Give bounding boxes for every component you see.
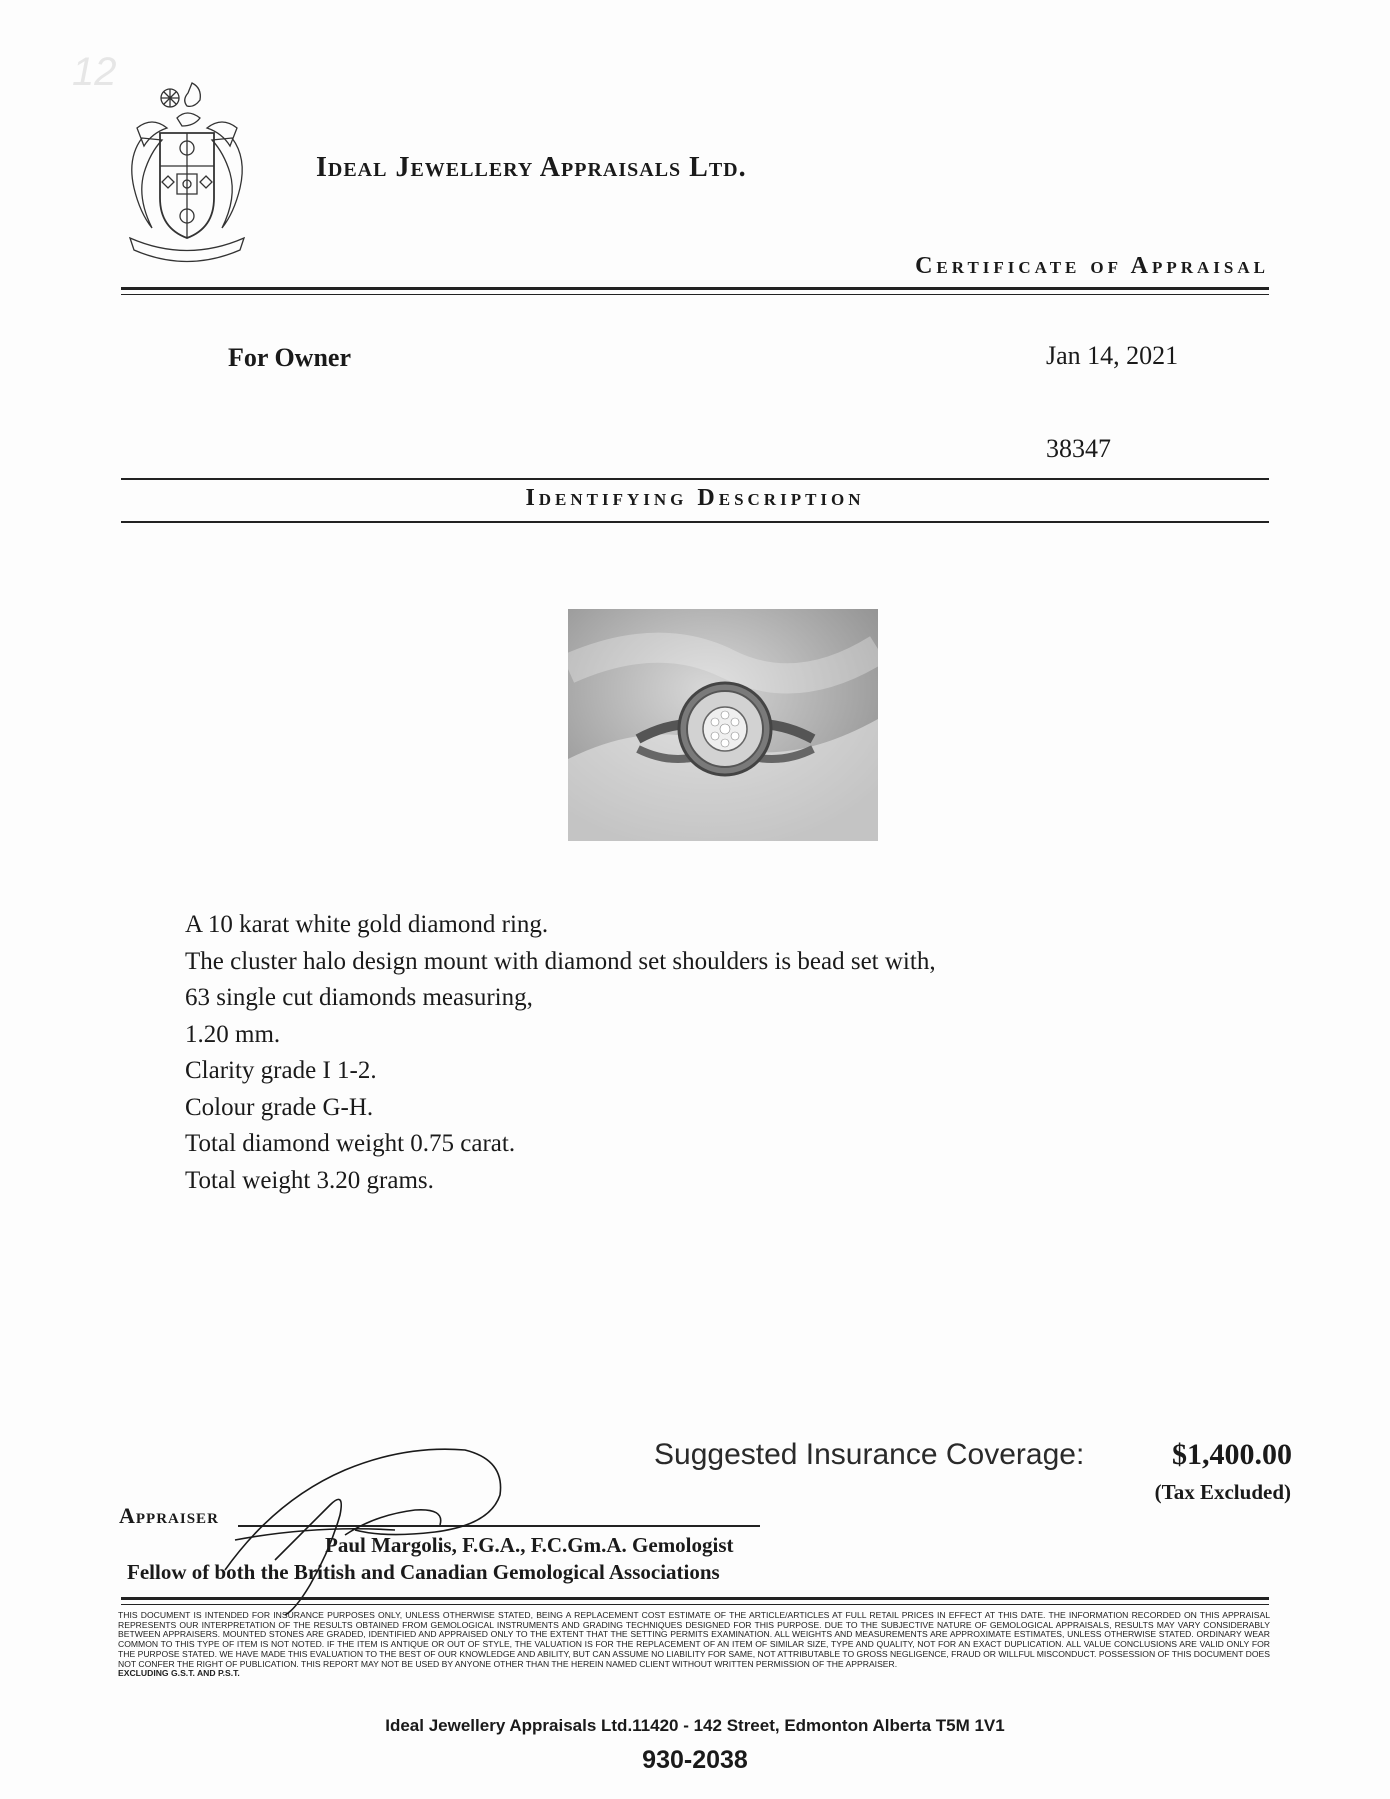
section-divider-bottom	[121, 521, 1269, 523]
header-divider-thin	[121, 294, 1269, 295]
company-phone: 930-2038	[642, 1746, 748, 1774]
company-address: Ideal Jewellery Appraisals Ltd.11420 - 142 Street, Edmonton Alberta T5M 1V1	[385, 1716, 1005, 1735]
description-line: Colour grade G-H.	[185, 1093, 374, 1121]
disclaimer-tax-line: EXCLUDING G.S.T. AND P.S.T.	[118, 1668, 240, 1679]
description-line: A 10 karat white gold diamond ring.	[185, 911, 549, 938]
company-crest-logo	[122, 78, 252, 268]
appraiser-signature	[215, 1420, 535, 1620]
legal-disclaimer	[118, 1611, 1270, 1679]
ring-photo	[568, 609, 878, 841]
appraisal-reference-number: 38347	[1046, 434, 1111, 463]
description-line: 63 single cut diamonds measuring,	[185, 984, 533, 1011]
coverage-label: Suggested Insurance Coverage:	[654, 1438, 1085, 1471]
appraiser-name: Paul Margolis, F.G.A., F.C.Gm.A. Gemologist	[325, 1533, 734, 1557]
appraiser-label: Appraiser	[119, 1503, 219, 1528]
description-line: Total weight 3.20 grams.	[185, 1166, 434, 1194]
handwritten-page-number: 12	[72, 50, 117, 94]
section-divider-top	[121, 478, 1269, 480]
coverage-value: $1,400.00	[1172, 1438, 1292, 1471]
footer-divider-thin	[121, 1604, 1269, 1605]
description-line: 1.20 mm.	[185, 1020, 281, 1048]
tax-note: (Tax Excluded)	[1154, 1480, 1291, 1504]
item-description	[185, 907, 936, 1199]
footer-divider-thick	[121, 1597, 1269, 1600]
appraiser-fellowship: Fellow of both the British and Canadian Gemological Associations	[127, 1560, 720, 1584]
document-title: Certificate of Appraisal	[915, 253, 1269, 279]
description-line: Clarity grade I 1-2.	[185, 1057, 377, 1084]
owner-label: For Owner	[228, 343, 351, 372]
section-title: Identifying Description	[525, 485, 865, 511]
header-divider-thick	[121, 287, 1269, 290]
company-name: Ideal Jewellery Appraisals Ltd.	[316, 152, 747, 183]
disclaimer-text: THIS DOCUMENT IS INTENDED FOR INSURANCE PURPOSES ONLY, UNLESS OTHERWISE STATED, BEING A REPLACEMENT COST ESTIMATE OF THE ARTICLE/ARTICLES AT FULL RETAIL PRICES IN EFFECT AT THIS DATE. THE INFORMATION RECORDED ON THIS APPRAISAL REPRESENTS OUR INTERPRETATION OF THE RESULTS OBTAINED FROM GEMOLOGICAL INSTRUMENTS AND GRADING TECHNIQUES DESIGNED FOR THIS PURPOSE. DUE TO THE SUBJECTIVE NATURE OF GEMOLOGICAL APPRAISALS, RESULTS MAY VARY CONSIDERABLY BETWEEN APPRAISERS. MOUNTED STONES ARE GRADED, IDENTIFIED AND APPRAISED ONLY TO THE EXTENT THAT THE SETTING PERMITS EXAMINATION. ALL WEIGHTS AND MEASUREMENTS ARE APPROXIMATE ESTIMATES, UNLESS OTHERWISE STATED. ORDINARY WEAR COMMON TO THIS TYPE OF ITEM IS NOT NOTED. IF THE ITEM IS ANTIQUE OR OUT OF STYLE, THE VALUATION IS FOR THE REPLACEMENT OF AN ITEM OF SIMILAR SIZE, TYPE AND QUALITY, NOT FOR AN EXACT DUPLICATION. ALL VALUE CONCLUSIONS ARE VALID ONLY FOR THE PURPOSE STATED. WE HAVE MADE THIS EVALUATION TO THE BEST OF OUR KNOWLEDGE AND ABILITY, BUT CAN ASSUME NO LIABILITY FOR SAME, NOT ATTRIBUTABLE TO GROSS NEGLIGENCE, FRAUD OR WILLFUL MISCONDUCT. POSSESSION OF THIS DOCUMENT DOES NOT CONFER THE RIGHT OF PUBLICATION. THIS REPORT MAY NOT BE USED BY ANYONE OTHER THAN THE HEREIN NAMED CLIENT WITHOUT WRITTEN PERMISSION OF THE APPRAISER.	[118, 1610, 1270, 1669]
description-line: Total diamond weight 0.75 carat.	[185, 1130, 516, 1157]
description-line: The cluster halo design mount with diamond set shoulders is bead set with,	[185, 947, 936, 975]
appraisal-date: Jan 14, 2021	[1046, 341, 1179, 370]
